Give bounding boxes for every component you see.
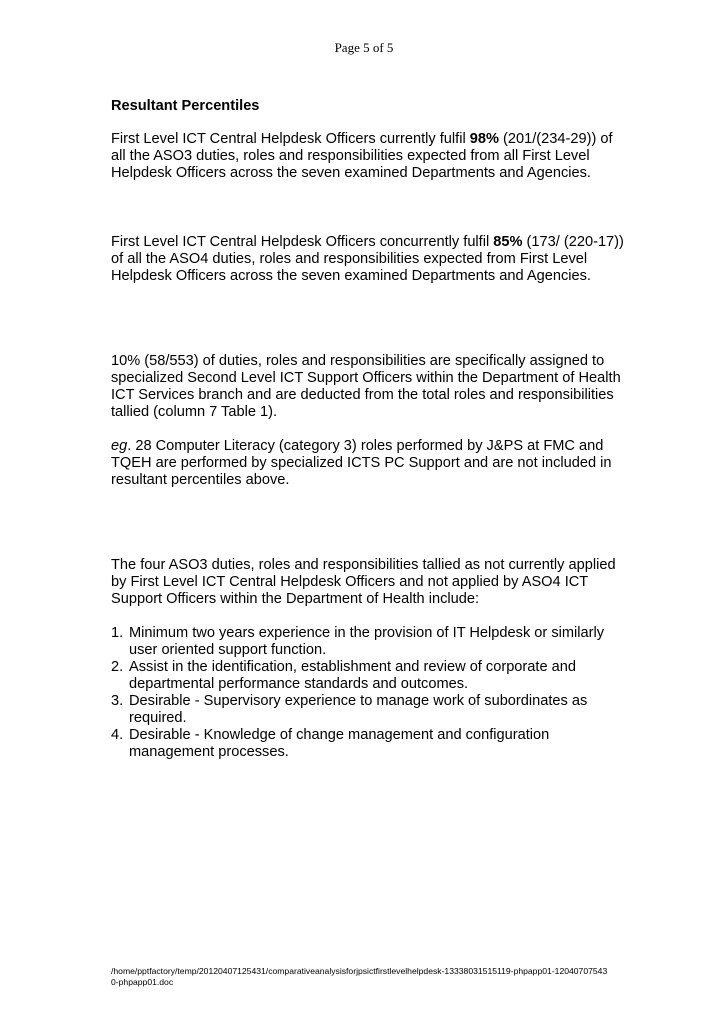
list-item — [111, 659, 631, 693]
paragraph-aso3-percentile — [111, 131, 631, 182]
percent-value: 85% — [493, 234, 523, 250]
list-item-text: Desirable - Knowledge of change management and configuration management processes. — [129, 727, 550, 760]
paragraph-example — [111, 438, 631, 489]
percent-value: 98% — [469, 131, 499, 147]
list-item — [111, 727, 631, 761]
paragraph-text: First Level ICT Central Helpdesk Officers currently fulfil — [111, 131, 470, 147]
duties-list — [111, 625, 631, 761]
list-number: 3. — [111, 693, 124, 709]
list-item — [111, 625, 631, 659]
paragraph-text: (173/ (220-17)) of all the ASO4 duties, roles and responsibilities expected from First Level Helpdesk Officers across the seven examined Departments and Agencies. — [111, 234, 624, 284]
page-number-header: Page 5 of 5 — [334, 40, 394, 55]
paragraph-text: (201/(234-29)) of all the ASO3 duties, roles and responsibilities expected from all First Level Helpdesk Officers across the seven examined Departments and Agencies. — [111, 131, 613, 181]
list-item-text: Assist in the identification, establishment and review of corporate and departmental performance standards and outcomes. — [129, 659, 576, 692]
paragraph-deductions: 10% (58/553) of duties, roles and responsibilities are specifically assigned to specialized Second Level ICT Support Officers within the Department of Health ICT Services branch and are deducted from the total roles and responsibilities tallied (column 7 Table 1). — [111, 353, 621, 420]
paragraph-list-intro: The four ASO3 duties, roles and responsibilities tallied as not currently applied by First Level ICT Central Helpdesk Officers and not applied by ASO4 ICT Support Officers within the Department of Health include: — [111, 557, 616, 607]
list-item-text: Desirable - Supervisory experience to manage work of subordinates as required. — [129, 693, 588, 726]
list-item — [111, 693, 631, 727]
list-number: 4. — [111, 727, 124, 743]
list-item-text: Minimum two years experience in the provision of IT Helpdesk or similarly user oriented support function. — [129, 625, 605, 658]
document-body — [111, 98, 631, 761]
paragraph-aso4-percentile — [111, 234, 631, 285]
paragraph-text: First Level ICT Central Helpdesk Officers concurrently fulfil — [111, 234, 494, 250]
paragraph-text: . 28 Computer Literacy (category 3) roles performed by J&PS at FMC and TQEH are performed by specialized ICTS PC Support and are not included in resultant percentiles above. — [111, 438, 612, 488]
list-number: 1. — [111, 625, 124, 641]
section-heading: Resultant Percentiles — [111, 98, 260, 114]
list-number: 2. — [111, 659, 124, 675]
file-path-footer: /home/pptfactory/temp/20120407125431/comparativeanalysisforjpsictfirstlevelhelpdesk-13338031515119-phpapp01-120407075430-phpapp01.doc — [111, 966, 608, 987]
example-abbrev: eg — [111, 438, 128, 454]
